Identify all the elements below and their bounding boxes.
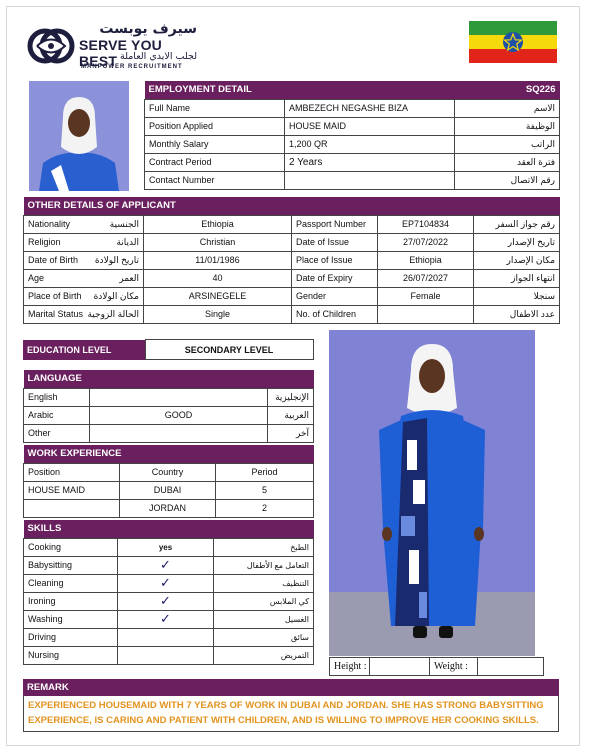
- field-label-arabic: الحالة الزوجية: [84, 305, 144, 323]
- field-value: Ethiopia: [144, 215, 292, 233]
- table-cell: 2: [216, 499, 314, 517]
- field-label: Place of Birth: [24, 287, 84, 305]
- field-label: Nationality: [24, 215, 84, 233]
- portrait-figure-icon: [29, 81, 129, 191]
- field-label: Date of Birth: [24, 251, 84, 269]
- table-cell: JORDAN: [120, 499, 216, 517]
- field-label: Gender: [292, 287, 378, 305]
- table-cell: HOUSE MAID: [24, 481, 120, 499]
- field-label: Position Applied: [145, 117, 285, 135]
- table-row: [24, 646, 314, 664]
- height-weight-table: [329, 657, 544, 676]
- field-label-arabic: تاريخ الإصدار: [474, 233, 560, 251]
- applicant-portrait-photo: [29, 81, 129, 191]
- field-value: 11/01/1986: [144, 251, 292, 269]
- field-value: 27/07/2022: [378, 233, 474, 251]
- skills-title: SKILLS: [24, 520, 314, 538]
- skill-label: Driving: [24, 628, 118, 646]
- work-title: WORK EXPERIENCE: [24, 445, 314, 463]
- field-label-arabic: الوظيفة: [455, 117, 560, 135]
- field-value: [90, 424, 268, 442]
- checkmark-icon: ✓: [118, 556, 214, 574]
- field-label: No. of Children: [292, 305, 378, 323]
- logo-emblem-icon: [27, 25, 75, 67]
- field-value: GOOD: [90, 406, 268, 424]
- skill-label-arabic: كي الملابس: [214, 592, 314, 610]
- table-row: [24, 481, 314, 499]
- logo-arabic-name: سيرف يوبست: [99, 21, 197, 37]
- field-label-arabic: آخر: [268, 424, 314, 442]
- weight-value: [478, 658, 544, 676]
- field-label: Date of Expiry: [292, 269, 378, 287]
- field-label-arabic: الإنجليزية: [268, 388, 314, 406]
- field-label-arabic: انتهاء الجواز: [474, 269, 560, 287]
- table-row: [24, 215, 560, 233]
- skill-value: yes: [118, 538, 214, 556]
- field-label-arabic: سنجلا: [474, 287, 560, 305]
- applicant-title: OTHER DETAILS OF APPLICANT: [24, 197, 560, 215]
- skills-table: [23, 520, 314, 665]
- field-label: Arabic: [24, 406, 90, 424]
- table-row: [24, 305, 560, 323]
- height-value: [370, 658, 430, 676]
- table-row: [24, 269, 560, 287]
- field-value: 40: [144, 269, 292, 287]
- column-header: Country: [120, 463, 216, 481]
- field-label: Monthly Salary: [145, 135, 285, 153]
- remark-title: REMARK: [23, 679, 559, 696]
- field-label: Date of Issue: [292, 233, 378, 251]
- table-row: [24, 499, 314, 517]
- field-label-arabic: الديانة: [84, 233, 144, 251]
- field-value: Female: [378, 287, 474, 305]
- table-row: [24, 538, 314, 556]
- table-row: [24, 251, 560, 269]
- applicant-full-photo: [329, 330, 535, 656]
- work-experience-table: [23, 445, 314, 518]
- field-label: Full Name: [145, 99, 285, 117]
- skill-label-arabic: الغسيل: [214, 610, 314, 628]
- company-logo: [27, 21, 197, 73]
- table-cell: 5: [216, 481, 314, 499]
- field-label: Contract Period: [145, 153, 285, 171]
- skill-label-arabic: الطبخ: [214, 538, 314, 556]
- skill-value: [118, 646, 214, 664]
- field-label-arabic: عدد الاطفال: [474, 305, 560, 323]
- language-title: LANGUAGE: [24, 370, 314, 388]
- remark-text: EXPERIENCED HOUSEMAID WITH 7 YEARS OF WORK IN DUBAI AND JORDAN. SHE HAS STRONG BABYSITTING EXPERIENCE, IS CARING AND PATIENT WITH CHILDREN, AND IS WILLING TO IMPROVE HER COOKING SKILLS.: [23, 696, 559, 732]
- height-label: Height :: [330, 658, 370, 676]
- field-value: AMBEZECH NEGASHE BIZA: [285, 99, 455, 117]
- field-value: [378, 305, 474, 323]
- table-cell: DUBAI: [120, 481, 216, 499]
- field-label: Marital Status: [24, 305, 84, 323]
- education-table: [23, 339, 314, 360]
- table-row: [24, 628, 314, 646]
- table-row: [24, 406, 314, 424]
- table-row: [24, 592, 314, 610]
- field-label-arabic: مكان الولادة: [84, 287, 144, 305]
- skill-label-arabic: التعامل مع الأطفال: [214, 556, 314, 574]
- field-label-arabic: الاسم: [455, 99, 560, 117]
- employment-detail-table: [144, 81, 560, 190]
- skill-label-arabic: سائق: [214, 628, 314, 646]
- table-row: [24, 233, 560, 251]
- checkmark-icon: ✓: [118, 610, 214, 628]
- skill-label-arabic: التنظيف: [214, 574, 314, 592]
- employment-header: [145, 81, 560, 99]
- language-table: [23, 370, 314, 443]
- field-label: English: [24, 388, 90, 406]
- skill-label: Babysitting: [24, 556, 118, 574]
- skill-label: Cooking: [24, 538, 118, 556]
- field-label: Religion: [24, 233, 84, 251]
- weight-label: Weight :: [430, 658, 478, 676]
- logo-company-name: SERVE YOU BEST: [79, 37, 162, 69]
- field-label: Contact Number: [145, 171, 285, 189]
- checkmark-icon: ✓: [118, 592, 214, 610]
- table-header-row: [24, 463, 314, 481]
- skill-label: Washing: [24, 610, 118, 628]
- field-value: 26/07/2027: [378, 269, 474, 287]
- field-value: [90, 388, 268, 406]
- field-value: ARSINEGELE: [144, 287, 292, 305]
- field-value: HOUSE MAID: [285, 117, 455, 135]
- education-label: EDUCATION LEVEL: [23, 340, 145, 360]
- table-row: [24, 287, 560, 305]
- field-label-arabic: الراتب: [455, 135, 560, 153]
- logo-arabic-sub: لجلب الايدي العاملة: [119, 51, 197, 62]
- field-label: Passport Number: [292, 215, 378, 233]
- table-row: [24, 610, 314, 628]
- table-row: [24, 388, 314, 406]
- full-body-figure-icon: [329, 330, 535, 656]
- education-value: SECONDARY LEVEL: [145, 340, 313, 360]
- applicant-details-table: [23, 197, 560, 324]
- skill-value: [118, 628, 214, 646]
- checkmark-icon: ✓: [118, 574, 214, 592]
- table-row: [24, 556, 314, 574]
- column-header: Period: [216, 463, 314, 481]
- ethiopia-flag-icon: [469, 21, 557, 63]
- cv-page: [6, 6, 580, 746]
- field-value: Single: [144, 305, 292, 323]
- table-cell: [24, 499, 120, 517]
- skill-label-arabic: التمريض: [214, 646, 314, 664]
- field-value: Ethiopia: [378, 251, 474, 269]
- field-label: Place of Issue: [292, 251, 378, 269]
- table-row: [145, 135, 560, 153]
- field-label: Other: [24, 424, 90, 442]
- field-label-arabic: رقم الاتصال: [455, 171, 560, 189]
- employment-code: SQ226: [455, 81, 560, 99]
- logo-subtitle: MANPOWER RECRUITMENT: [81, 64, 183, 70]
- employment-title: EMPLOYMENT DETAIL: [145, 81, 455, 99]
- skill-label: Cleaning: [24, 574, 118, 592]
- table-row: [145, 99, 560, 117]
- field-label-arabic: العربية: [268, 406, 314, 424]
- skill-label: Ironing: [24, 592, 118, 610]
- applicant-header: [24, 197, 560, 215]
- field-value: [285, 171, 455, 189]
- field-label-arabic: رقم جواز السفر: [474, 215, 560, 233]
- field-value: 1,200 QR: [285, 135, 455, 153]
- table-row: [24, 424, 314, 442]
- field-label-arabic: تاريخ الولادة: [84, 251, 144, 269]
- field-value: Christian: [144, 233, 292, 251]
- column-header: Position: [24, 463, 120, 481]
- field-value: 2 Years: [285, 153, 455, 171]
- skill-label: Nursing: [24, 646, 118, 664]
- field-label-arabic: الجنسية: [84, 215, 144, 233]
- table-row: [145, 117, 560, 135]
- field-value: EP7104834: [378, 215, 474, 233]
- field-label-arabic: مكان الإصدار: [474, 251, 560, 269]
- table-row: [145, 153, 560, 171]
- field-label: Age: [24, 269, 84, 287]
- table-row: [145, 171, 560, 189]
- field-label-arabic: فترة العقد: [455, 153, 560, 171]
- field-label-arabic: العمر: [84, 269, 144, 287]
- table-row: [24, 574, 314, 592]
